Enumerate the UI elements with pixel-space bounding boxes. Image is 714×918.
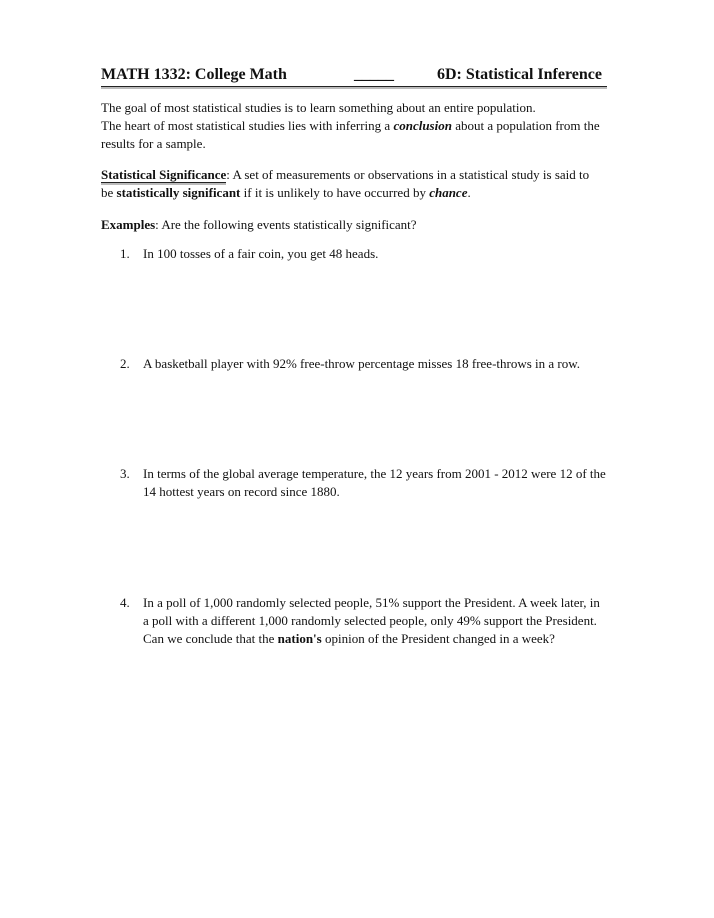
page-header [101,64,607,87]
item-text [143,245,653,263]
item-number: 3. [120,466,130,481]
definition-line-2-end: . [467,185,471,200]
item-line: A basketball player with 92% free-throw percentage misses 18 free-throws in a row. [143,356,581,371]
intro-line-2-after: about a population from the [451,118,600,133]
item-line: In a poll of 1,000 randomly selected people, 51% support the President. A week later, in [143,595,600,610]
statistically-significant-term: statistically significant [116,185,241,200]
definition-line-2-mid: if it is unlikely to have occurred by [240,185,430,200]
item-line: In 100 tosses of a fair coin, you get 48 heads. [143,246,379,261]
definition-text: : A set of measurements or observations in a statistical study is said to [226,167,590,182]
definition-line-1 [101,166,661,184]
definition-term: Statistical Significance [101,167,227,182]
intro-line-2-before: The heart of most statistical studies lies with inferring a [101,118,394,133]
item-line: a poll with a different 1,000 randomly selected people, only 49% support the President. [143,613,597,628]
nations-term: nation's [277,631,322,646]
intro-line-2 [101,117,661,135]
item-number: 1. [120,246,130,261]
item-text [143,465,653,501]
definition-line-2-before: be [101,185,117,200]
item-line-after: opinion of the President changed in a week? [321,631,555,646]
definition-line-2 [101,184,661,202]
examples-heading [101,216,661,234]
item-line: 14 hottest years on record since 1880. [143,484,340,499]
item-text [143,355,653,373]
intro-line-1: The goal of most statistical studies is to learn something about an entire population. [101,100,536,115]
name-blank: _____ [354,66,394,83]
examples-prompt: : Are the following events statistically significant? [155,217,417,232]
item-number: 4. [120,595,130,610]
item-number: 2. [120,356,130,371]
chance-term: chance [429,185,468,200]
conclusion-term: conclusion [393,118,452,133]
item-line: In terms of the global average temperature, the 12 years from 2001 - 2012 were 12 of the [143,466,606,481]
course-title: MATH 1332: College Math [101,66,287,83]
item-line-before: Can we conclude that the [143,631,278,646]
item-text [143,594,653,648]
examples-label: Examples [101,217,156,232]
item-line [143,630,653,648]
intro-line-3: results for a sample. [101,136,206,151]
section-title: 6D: Statistical Inference [437,66,602,83]
